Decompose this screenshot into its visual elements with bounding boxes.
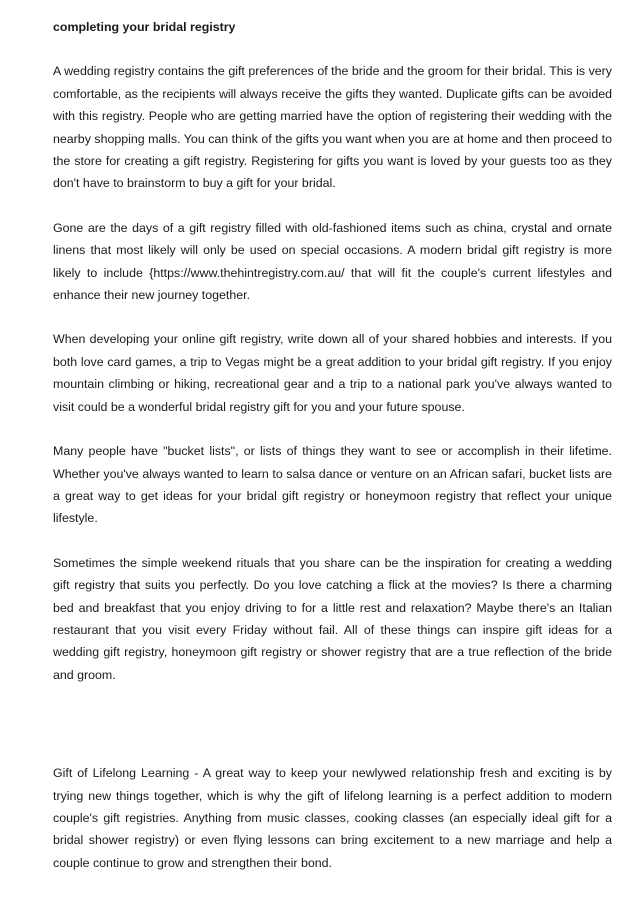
document-title: completing your bridal registry	[53, 20, 236, 34]
paragraph-modern-registry: Gone are the days of a gift registry filled with old-fashioned items such as china, crystal and ornate linens that most likely will only be used on special occasions. A modern bridal gift registry is more likely to include {https://www.thehintregistry.com.au/ that will fit the couple's current lifestyles and enhance their new journey together.	[53, 220, 612, 303]
paragraph-intro: A wedding registry contains the gift preferences of the bride and the groom for their bridal. This is very comfortable, as the recipients will always receive the gifts they wanted. Duplicate gifts can be avoided with this registry. People who are getting married have the option of registering their wedding with the nearby shopping malls. You can think of the gifts you want when you are at home and then proceed to the store for creating a gift registry. Registering for gifts you want is loved by your guests too as they don't have to brainstorm to buy a gift for your bridal.	[53, 64, 612, 191]
paragraph-lifelong-learning: Gift of Lifelong Learning - A great way to keep your newlywed relationship fresh and exciting is by trying new things together, which is why the gift of lifelong learning is a perfect addition to modern couple's gift registries. Anything from music classes, cooking classes (an especially ideal gift for a bridal shower registry) or even flying lessons can bring excitement to a new marriage and help a couple continue to grow and strengthen their bond.	[53, 766, 612, 870]
paragraph-hobbies: When developing your online gift registry, write down all of your shared hobbies and interests. If you both love card games, a trip to Vegas might be a great addition to your bridal gift registry. If you enjoy mountain climbing or hiking, recreational gear and a trip to a national park you've always wanted to visit could be a wonderful bridal registry gift for you and your future spouse.	[53, 332, 612, 414]
paragraph-bucket-lists: Many people have "bucket lists", or lists of things they want to see or accomplish in their lifetime. Whether you've always wanted to learn to salsa dance or venture on an African safari, bucket lists are a great way to get ideas for your bridal gift registry or honeymoon registry that reflect your unique lifestyle.	[53, 444, 612, 526]
paragraph-weekend-rituals: Sometimes the simple weekend rituals that you share can be the inspiration for creating a wedding gift registry that suits you perfectly. Do you love catching a flick at the movies? Is there a charming bed and breakfast that you enjoy driving to for a little rest and relaxation? Maybe there's an Italian restaurant that you visit every Friday without fail. All of these things can inspire gift ideas for a wedding gift registry, honeymoon gift registry or shower registry that are a true reflection of the bride and groom.	[53, 555, 612, 682]
document-page	[53, 16, 612, 896]
